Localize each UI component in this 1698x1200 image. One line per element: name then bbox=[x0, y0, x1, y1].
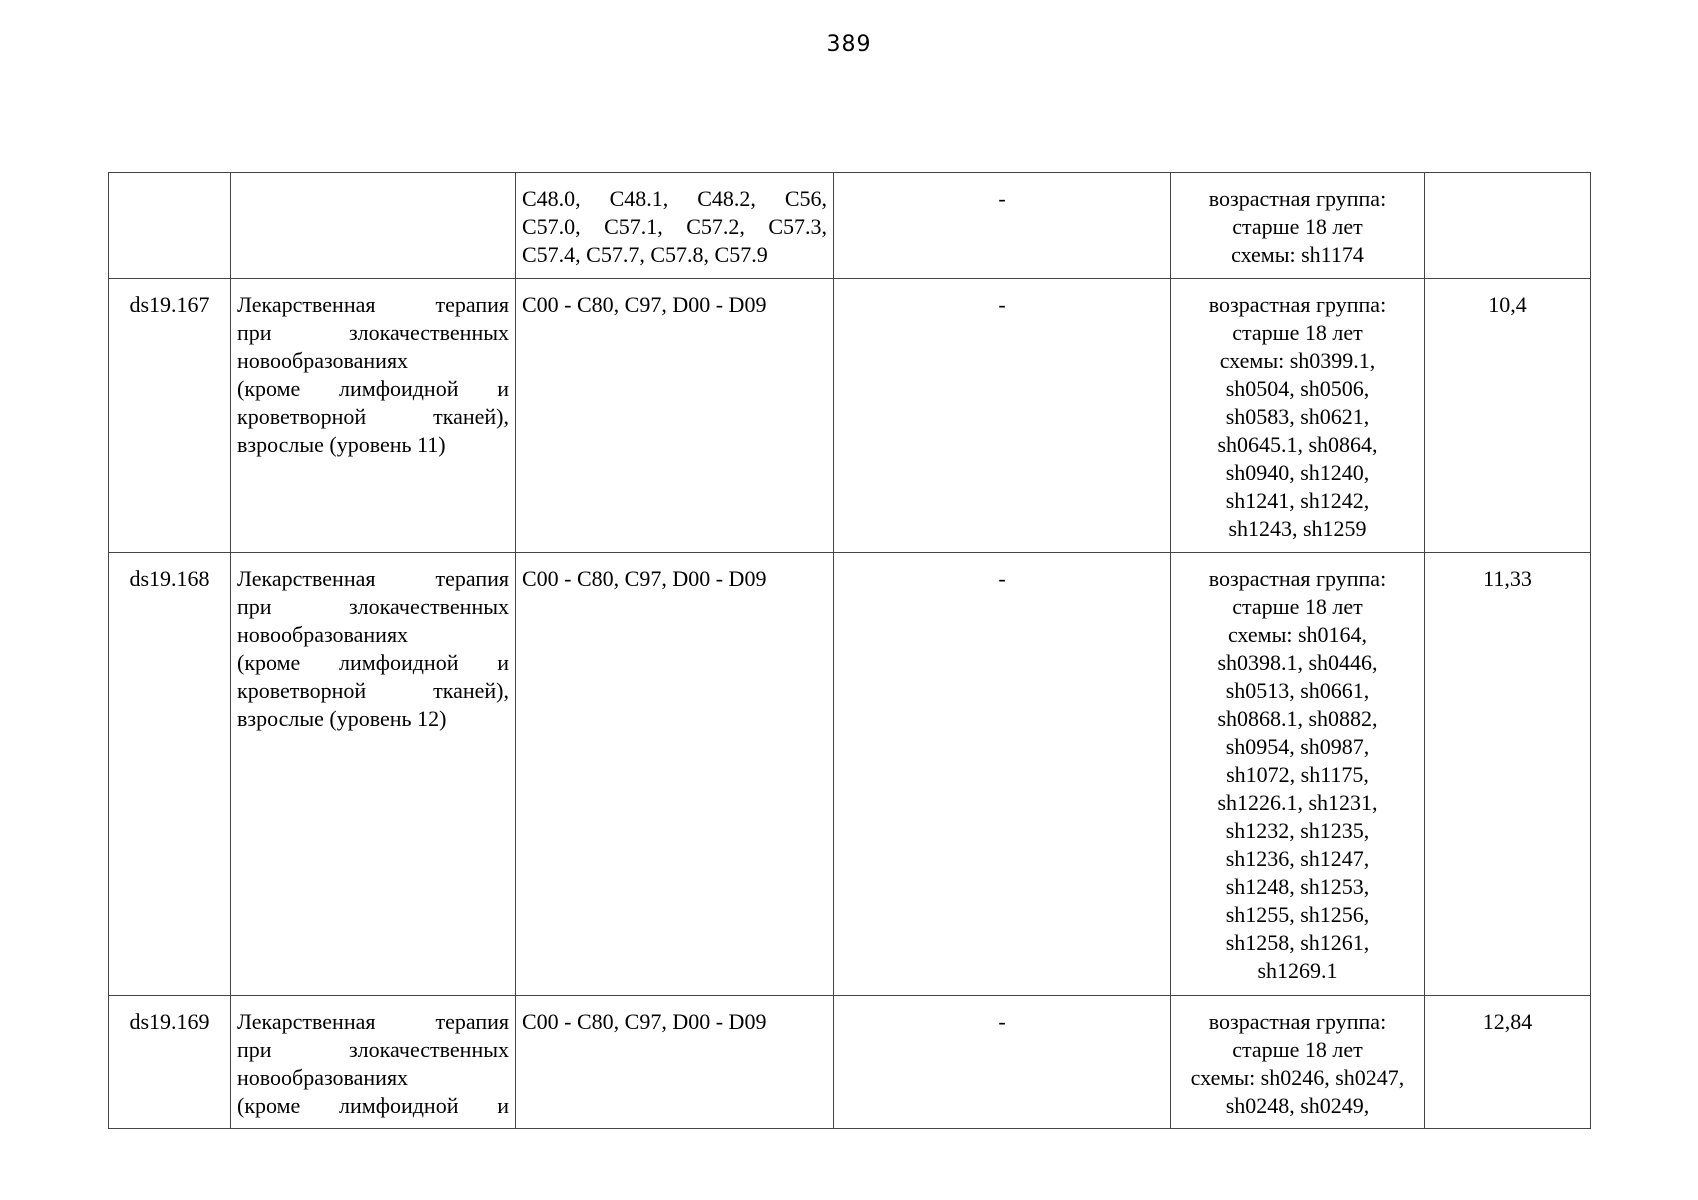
name-line: новообразованиях bbox=[237, 1065, 409, 1090]
diagnosis-line: C00 - C80, C97, D00 - D09 bbox=[522, 292, 767, 317]
cell-operation: - bbox=[834, 996, 1171, 1129]
criteria-line: старше 18 лет bbox=[1232, 594, 1363, 619]
criteria-line: sh1241, sh1242, bbox=[1225, 488, 1370, 513]
diagnosis-line: C00 - C80, C97, D00 - D09 bbox=[522, 566, 767, 591]
cell-coefficient: 10,4 bbox=[1425, 279, 1591, 553]
name-line: Лекарственная терапия bbox=[237, 566, 509, 591]
criteria-line: sh0645.1, sh0864, bbox=[1217, 432, 1378, 457]
diagnosis-line: C57.4, C57.7, C57.8, C57.9 bbox=[522, 242, 768, 267]
diagnosis-line: C00 - C80, C97, D00 - D09 bbox=[522, 1009, 767, 1034]
cell-criteria bbox=[1171, 279, 1425, 553]
criteria-line: схемы: sh0399.1, bbox=[1219, 348, 1376, 373]
criteria-line: sh1243, sh1259 bbox=[1228, 516, 1367, 541]
cell-name bbox=[231, 173, 516, 279]
cell-name bbox=[231, 996, 516, 1129]
table-body bbox=[109, 173, 1591, 1129]
criteria-line: sh0940, sh1240, bbox=[1225, 460, 1370, 485]
name-line: новообразованиях bbox=[237, 348, 409, 373]
table-row bbox=[109, 553, 1591, 996]
cell-code bbox=[109, 173, 231, 279]
cell-criteria bbox=[1171, 173, 1425, 279]
name-line: взрослые (уровень 12) bbox=[237, 706, 447, 731]
name-line: кроветворной тканей), bbox=[237, 678, 509, 703]
criteria-line: sh1236, sh1247, bbox=[1225, 846, 1370, 871]
table-row bbox=[109, 173, 1591, 279]
criteria-line: старше 18 лет bbox=[1232, 320, 1363, 345]
criteria-line: старше 18 лет bbox=[1232, 1037, 1363, 1062]
name-line: Лекарственная терапия bbox=[237, 292, 509, 317]
criteria-line: sh0868.1, sh0882, bbox=[1217, 706, 1378, 731]
name-line: при злокачественных bbox=[237, 1037, 509, 1062]
page-number: 389 bbox=[826, 32, 872, 57]
name-line: новообразованиях bbox=[237, 622, 409, 647]
criteria-line: sh1072, sh1175, bbox=[1226, 762, 1369, 787]
criteria-line: возрастная группа: bbox=[1208, 1009, 1387, 1034]
criteria-line: sh0248, sh0249, bbox=[1225, 1093, 1370, 1118]
cell-diagnosis bbox=[516, 996, 834, 1129]
criteria-line: sh0583, sh0621, bbox=[1225, 404, 1370, 429]
criteria-line: схемы: sh0164, bbox=[1227, 622, 1368, 647]
cell-code: ds19.168 bbox=[109, 553, 231, 996]
name-line: (кроме лимфоидной и bbox=[237, 1093, 509, 1118]
name-line: при злокачественных bbox=[237, 594, 509, 619]
diagnosis-line: C57.0, C57.1, C57.2, C57.3, bbox=[522, 214, 827, 239]
cell-diagnosis bbox=[516, 279, 834, 553]
criteria-line: схемы: sh1174 bbox=[1231, 242, 1364, 267]
diagnosis-line: C48.0, C48.1, C48.2, C56, bbox=[522, 186, 827, 211]
name-line: (кроме лимфоидной и bbox=[237, 376, 509, 401]
criteria-line: возрастная группа: bbox=[1208, 566, 1387, 591]
cell-coefficient bbox=[1425, 173, 1591, 279]
cell-coefficient: 11,33 bbox=[1425, 553, 1591, 996]
cell-coefficient: 12,84 bbox=[1425, 996, 1591, 1129]
criteria-line: sh1248, sh1253, bbox=[1225, 874, 1370, 899]
criteria-line: sh1232, sh1235, bbox=[1225, 818, 1370, 843]
cell-diagnosis bbox=[516, 553, 834, 996]
name-line: взрослые (уровень 11) bbox=[237, 432, 446, 457]
cell-criteria bbox=[1171, 553, 1425, 996]
cell-operation: - bbox=[834, 173, 1171, 279]
criteria-line: схемы: sh0246, sh0247, bbox=[1190, 1065, 1405, 1090]
cell-code: ds19.167 bbox=[109, 279, 231, 553]
name-line: (кроме лимфоидной и bbox=[237, 650, 509, 675]
criteria-line: sh0513, sh0661, bbox=[1225, 678, 1370, 703]
criteria-line: возрастная группа: bbox=[1208, 186, 1387, 211]
tariff-table bbox=[108, 172, 1591, 1129]
table-row bbox=[109, 996, 1591, 1129]
table-row bbox=[109, 279, 1591, 553]
criteria-line: sh0504, sh0506, bbox=[1225, 376, 1370, 401]
criteria-line: старше 18 лет bbox=[1232, 214, 1363, 239]
name-line: кроветворной тканей), bbox=[237, 404, 509, 429]
criteria-line: sh0398.1, sh0446, bbox=[1217, 650, 1378, 675]
criteria-line: возрастная группа: bbox=[1208, 292, 1387, 317]
cell-operation: - bbox=[834, 553, 1171, 996]
name-line: при злокачественных bbox=[237, 320, 509, 345]
cell-criteria bbox=[1171, 996, 1425, 1129]
criteria-line: sh1226.1, sh1231, bbox=[1217, 790, 1378, 815]
cell-operation: - bbox=[834, 279, 1171, 553]
cell-diagnosis bbox=[516, 173, 834, 279]
cell-name bbox=[231, 553, 516, 996]
criteria-line: sh1255, sh1256, bbox=[1225, 902, 1370, 927]
cell-code: ds19.169 bbox=[109, 996, 231, 1129]
cell-name bbox=[231, 279, 516, 553]
criteria-line: sh0954, sh0987, bbox=[1225, 734, 1370, 759]
criteria-line: sh1269.1 bbox=[1257, 958, 1338, 983]
name-line: Лекарственная терапия bbox=[237, 1009, 509, 1034]
criteria-line: sh1258, sh1261, bbox=[1225, 930, 1370, 955]
